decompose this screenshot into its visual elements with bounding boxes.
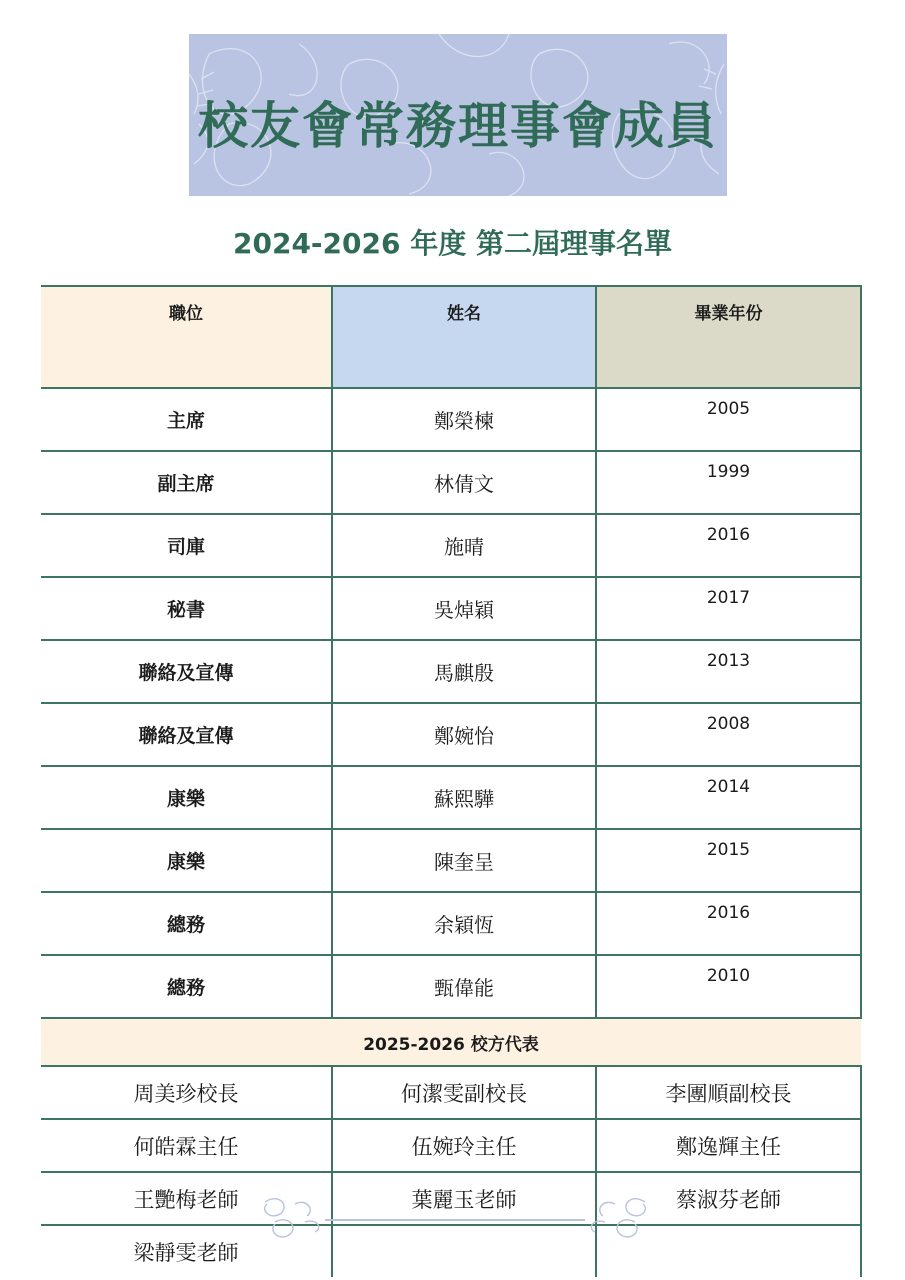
column-header-position: 職位 [41, 286, 332, 388]
table-row [41, 955, 861, 1018]
graduation-year-cell: 2016 [596, 892, 861, 955]
member-name-cell: 鄭榮楝 [332, 388, 596, 451]
graduation-year-cell: 2008 [596, 703, 861, 766]
graduation-year-cell: 1999 [596, 451, 861, 514]
table-row [41, 451, 861, 514]
representative-cell: 何皓霖主任 [41, 1119, 332, 1172]
graduation-year-cell: 2010 [596, 955, 861, 1018]
term-subtitle: 2024-2026 年度 第二屆理事名單 [233, 227, 672, 260]
position-cell: 總務 [41, 955, 332, 1018]
school-representatives-header-row [41, 1018, 861, 1066]
table-row [41, 514, 861, 577]
member-name-cell: 陳奎呈 [332, 829, 596, 892]
position-cell: 聯絡及宣傳 [41, 640, 332, 703]
member-name-cell: 甄偉能 [332, 955, 596, 1018]
column-header-name: 姓名 [332, 286, 596, 388]
table-row [41, 388, 861, 451]
position-cell: 康樂 [41, 829, 332, 892]
graduation-year-cell: 2015 [596, 829, 861, 892]
committee-table [41, 285, 862, 1277]
position-cell: 秘書 [41, 577, 332, 640]
graduation-year-cell: 2017 [596, 577, 861, 640]
column-header-graduation-year: 畢業年份 [596, 286, 861, 388]
member-name-cell: 馬麒殷 [332, 640, 596, 703]
member-name-cell: 余穎恆 [332, 892, 596, 955]
position-cell: 副主席 [41, 451, 332, 514]
representative-row [41, 1066, 861, 1119]
representative-cell: 何潔雯副校長 [332, 1066, 596, 1119]
graduation-year-cell: 2016 [596, 514, 861, 577]
member-name-cell: 鄭婉怡 [332, 703, 596, 766]
table-row [41, 703, 861, 766]
representative-cell: 伍婉玲主任 [332, 1119, 596, 1172]
table-row [41, 829, 861, 892]
representative-cell: 李團順副校長 [596, 1066, 861, 1119]
representative-cell: 梁靜雯老師 [133, 1240, 239, 1265]
member-name-cell: 吳焯穎 [332, 577, 596, 640]
member-name-cell: 施晴 [332, 514, 596, 577]
table-row [41, 892, 861, 955]
graduation-year-cell: 2013 [596, 640, 861, 703]
table-row [41, 640, 861, 703]
position-cell: 總務 [41, 892, 332, 955]
representative-cell: 周美珍校長 [41, 1066, 332, 1119]
table-row [41, 577, 861, 640]
position-cell: 主席 [41, 388, 332, 451]
member-name-cell: 林倩文 [332, 451, 596, 514]
representative-cell: 蔡淑芬老師 [596, 1172, 861, 1225]
representative-cell: 鄭逸輝主任 [596, 1119, 861, 1172]
table-header-row [41, 286, 861, 388]
table-row [41, 766, 861, 829]
position-cell: 康樂 [41, 766, 332, 829]
representative-row [41, 1119, 861, 1172]
position-cell: 司庫 [41, 514, 332, 577]
position-cell: 聯絡及宣傳 [41, 703, 332, 766]
title-banner [189, 34, 727, 196]
member-name-cell: 蘇熙驊 [332, 766, 596, 829]
section-label: 2025-2026 校方代表 [41, 1018, 861, 1066]
representative-cell: 葉麗玉老師 [332, 1172, 596, 1225]
footer-vine-ornament [255, 1192, 655, 1242]
representative-cell: 王艷梅老師 [41, 1172, 332, 1225]
banner-title: 校友會常務理事會成員 [198, 97, 718, 155]
graduation-year-cell: 2005 [596, 388, 861, 451]
graduation-year-cell: 2014 [596, 766, 861, 829]
